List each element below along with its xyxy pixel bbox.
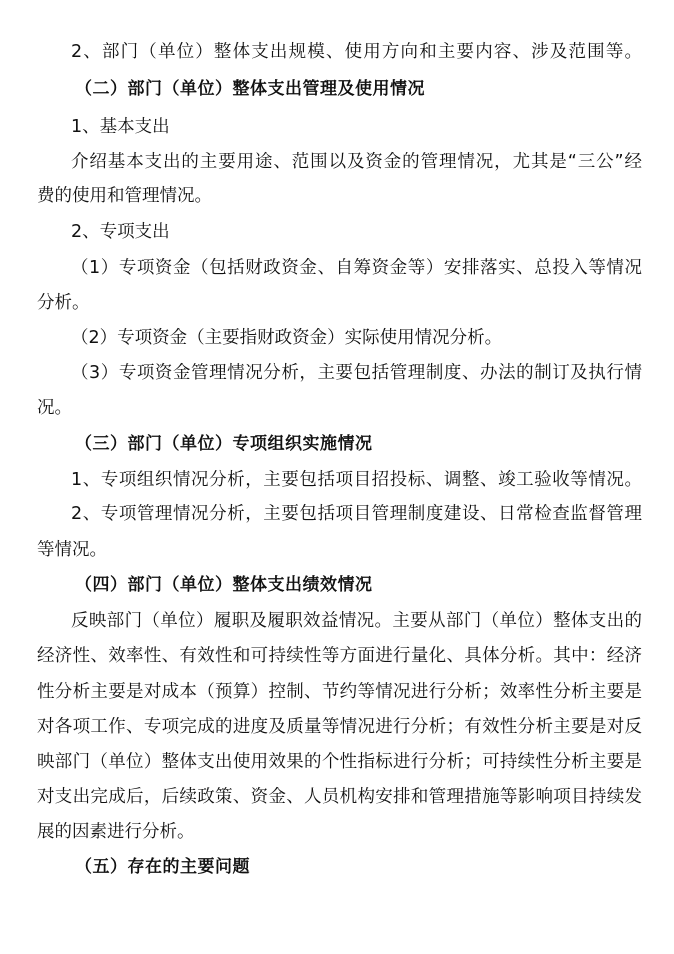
paragraph-line: 分析。	[37, 293, 90, 313]
paragraph-line: 展的因素进行分析。	[37, 822, 195, 842]
paragraph-line: 性分析主要是对成本（预算）控制、节约等情况进行分析；效率性分析主要是	[37, 682, 642, 702]
paragraph-line: 映部门（单位）整体支出使用效果的个性指标进行分析；可持续性分析主要是	[37, 752, 642, 772]
basic-expense-heading: 1、基本支出	[71, 117, 170, 137]
paragraph-line: 对各项工作、专项完成的进度及质量等情况进行分析；有效性分析主要是对反	[37, 717, 642, 737]
special-expense-heading: 2、专项支出	[71, 222, 170, 242]
paragraph-line: 反映部门（单位）履职及履职效益情况。主要从部门（单位）整体支出的	[71, 611, 642, 631]
paragraph-line: 2、专项管理情况分析，主要包括项目管理制度建设、日常检查监督管理	[71, 504, 642, 524]
paragraph-line: 1、专项组织情况分析，主要包括项目招投标、调整、竣工验收等情况。	[71, 470, 642, 490]
section-heading-2: （二）部门（单位）整体支出管理及使用情况	[75, 79, 425, 99]
paragraph-line: 介绍基本支出的主要用途、范围以及资金的管理情况，尤其是“三公”经	[71, 152, 642, 172]
section-heading-4: （四）部门（单位）整体支出绩效情况	[75, 575, 373, 595]
paragraph-line: 对支出完成后，后续政策、资金、人员机构安排和管理措施等影响项目持续发	[37, 787, 642, 807]
paragraph-line: 费的使用和管理情况。	[37, 186, 212, 206]
section-heading-5: （五）存在的主要问题	[75, 857, 250, 877]
item-2-scale-direction: 2、部门（单位）整体支出规模、使用方向和主要内容、涉及范围等。	[71, 42, 642, 62]
list-item-1: （1）专项资金（包括财政资金、自筹资金等）安排落实、总投入等情况	[71, 258, 642, 278]
list-item-2: （2）专项资金（主要指财政资金）实际使用情况分析。	[71, 328, 503, 348]
list-item-3: （3）专项资金管理情况分析，主要包括管理制度、办法的制订及执行情	[71, 363, 642, 383]
section-heading-3: （三）部门（单位）专项组织实施情况	[75, 434, 373, 454]
paragraph-line: 等情况。	[37, 540, 107, 560]
paragraph-line: 况。	[37, 398, 72, 418]
paragraph-line: 经济性、效率性、有效性和可持续性等方面进行量化、具体分析。其中：经济	[37, 646, 642, 666]
